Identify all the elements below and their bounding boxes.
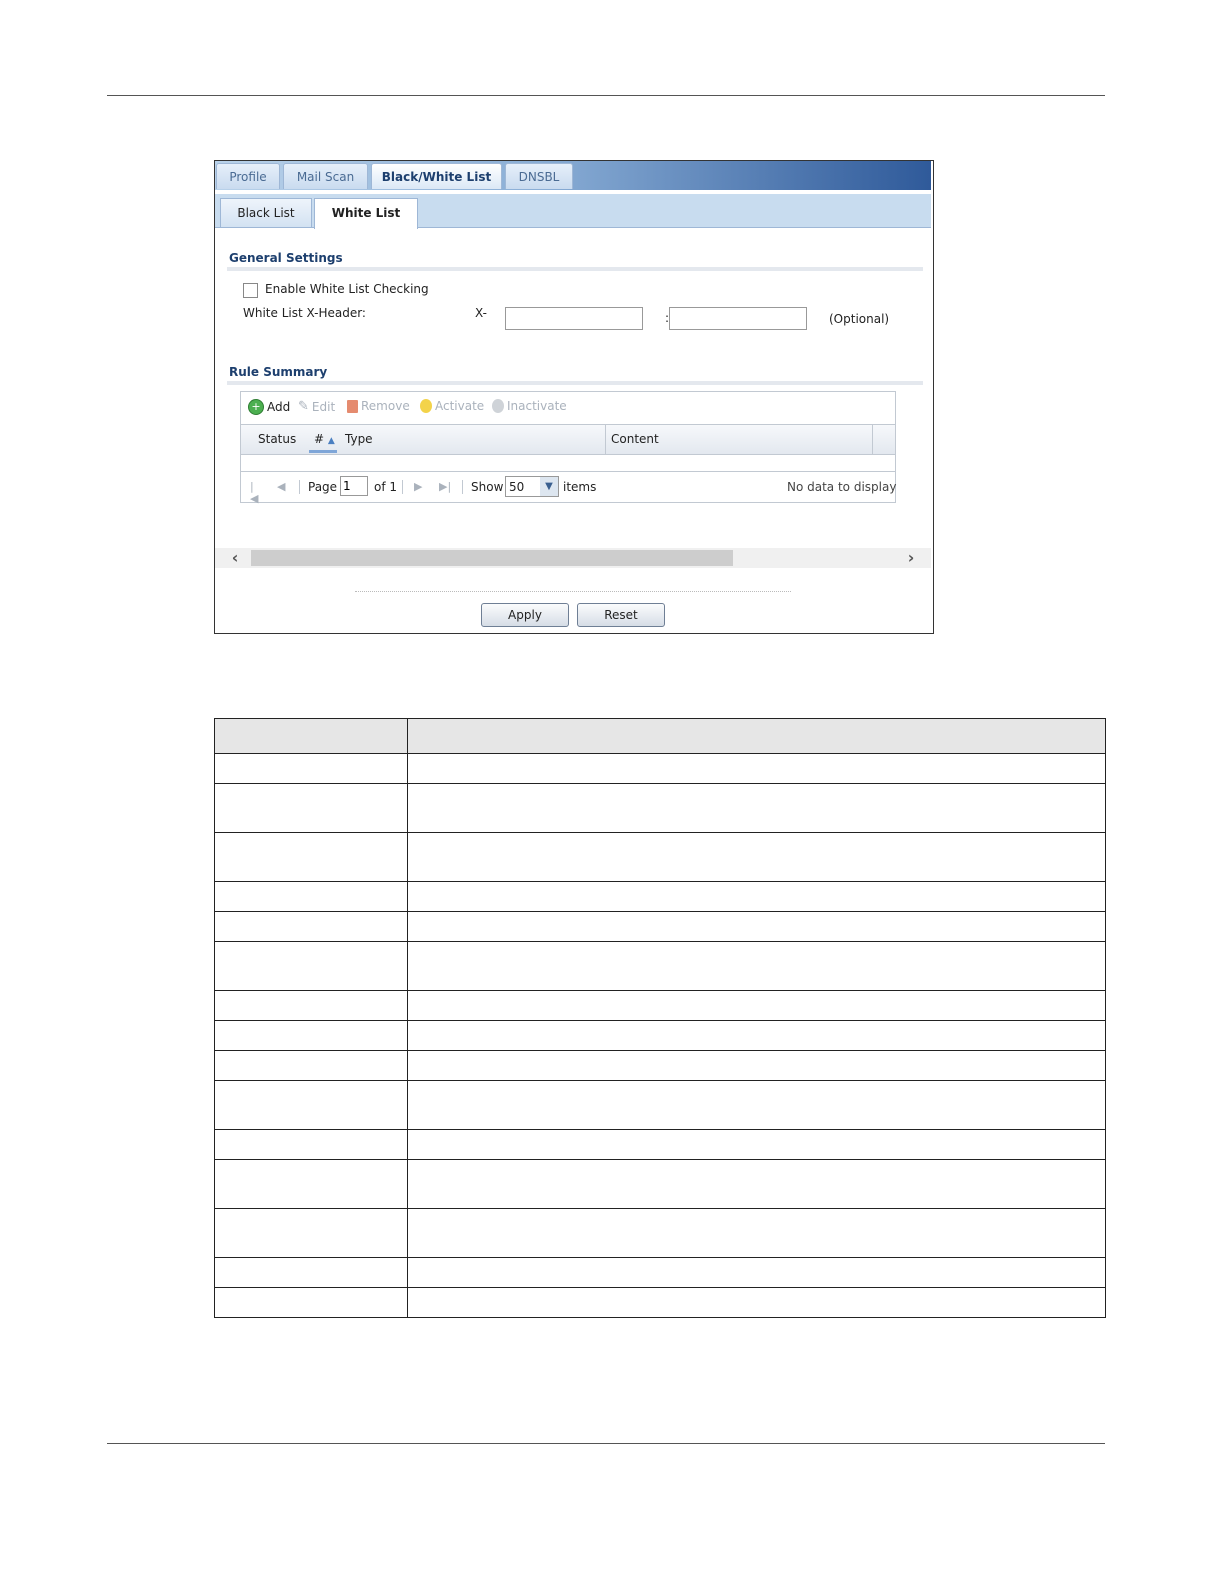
subtab-white-list[interactable]: White List <box>314 198 418 229</box>
remove-button[interactable] <box>347 399 410 413</box>
edit-icon: ✎ <box>298 399 309 414</box>
pager-separator <box>462 480 463 494</box>
reset-button[interactable]: Reset <box>577 603 665 627</box>
table-row <box>215 942 1106 991</box>
tab-black-white-list[interactable]: Black/White List <box>371 163 502 189</box>
table-row <box>215 1288 1106 1318</box>
column-divider <box>605 425 606 454</box>
table-header-row <box>215 719 1106 754</box>
last-page-icon[interactable]: ▶| <box>439 480 452 493</box>
sort-ascending-icon: ▲ <box>327 436 335 446</box>
remove-label: Remove <box>361 399 410 413</box>
grid-header <box>241 424 895 455</box>
scrollbar-thumb[interactable] <box>251 550 733 566</box>
table-row <box>215 1130 1106 1160</box>
add-button[interactable] <box>248 399 290 415</box>
inactivate-label: Inactivate <box>507 399 567 413</box>
empty-message: No data to display <box>787 480 897 494</box>
page-footer-rule <box>107 1443 1105 1444</box>
tab-profile[interactable]: Profile <box>216 163 280 189</box>
items-label: items <box>563 480 597 494</box>
apply-button[interactable]: Apply <box>481 603 569 627</box>
prev-page-icon[interactable]: ◀ <box>277 480 286 493</box>
bulb-on-icon <box>420 399 432 413</box>
sort-indicator <box>309 450 337 453</box>
enable-white-list-label: Enable White List Checking <box>265 282 429 296</box>
general-settings-divider <box>227 267 923 271</box>
rule-summary-grid <box>240 391 896 503</box>
general-settings-title: General Settings <box>229 251 343 265</box>
table-row <box>215 1081 1106 1130</box>
sub-tab-bar <box>215 194 931 228</box>
xheader-label: White List X-Header: <box>243 306 366 320</box>
page-number-input[interactable] <box>340 476 368 496</box>
table-row <box>215 912 1106 942</box>
tab-mail-scan[interactable]: Mail Scan <box>283 163 368 189</box>
table-row <box>215 991 1106 1021</box>
description-table <box>214 718 1106 1318</box>
edit-button[interactable] <box>298 399 335 414</box>
table-row <box>215 1051 1106 1081</box>
horizontal-scrollbar[interactable] <box>215 548 931 568</box>
activate-label: Activate <box>435 399 485 413</box>
x-prefix-label: X- <box>475 306 487 320</box>
page-header-rule <box>107 95 1105 96</box>
table-row <box>215 784 1106 833</box>
page-count-label: of 1 <box>374 480 398 494</box>
pager-separator <box>402 480 403 494</box>
scroll-right-icon[interactable]: › <box>907 548 915 567</box>
subtab-black-list[interactable]: Black List <box>220 198 312 227</box>
inactivate-button[interactable] <box>492 399 567 413</box>
table-row <box>215 1160 1106 1209</box>
page-label: Page <box>308 480 338 494</box>
header-cell-label <box>215 719 408 754</box>
column-divider-end <box>872 425 873 454</box>
page-size-value: 50 <box>509 480 525 494</box>
activate-button[interactable] <box>420 399 484 413</box>
next-page-icon[interactable]: ▶ <box>414 480 423 493</box>
bulb-off-icon <box>492 399 504 413</box>
add-label: Add <box>267 400 291 414</box>
scroll-left-icon[interactable]: ‹ <box>231 548 239 567</box>
add-icon: + <box>248 399 264 415</box>
rule-summary-divider <box>227 381 923 385</box>
grid-pager <box>241 471 897 505</box>
table-row <box>215 1021 1106 1051</box>
header-cell-description <box>408 719 1106 754</box>
table-row <box>215 833 1106 882</box>
table-row <box>215 882 1106 912</box>
optional-label: (Optional) <box>829 312 890 326</box>
pager-separator <box>299 480 300 494</box>
column-status[interactable]: Status <box>258 432 297 446</box>
edit-label: Edit <box>311 399 336 414</box>
tab-dnsbl[interactable]: DNSBL <box>505 163 573 189</box>
xheader-name-input[interactable] <box>505 307 643 330</box>
table-row <box>215 1258 1106 1288</box>
column-type[interactable]: Type <box>345 432 373 446</box>
button-divider <box>355 591 791 592</box>
column-content[interactable]: Content <box>611 432 659 446</box>
xheader-separator: : <box>665 311 670 325</box>
table-row <box>215 1209 1106 1258</box>
screenshot-panel <box>214 160 934 634</box>
xheader-value-input[interactable] <box>669 307 807 330</box>
column-number[interactable] <box>314 432 335 446</box>
show-label: Show <box>471 480 504 494</box>
main-tab-bar <box>215 161 931 190</box>
table-row <box>215 754 1106 784</box>
enable-white-list-checkbox[interactable] <box>243 283 258 298</box>
first-page-icon[interactable]: |◀ <box>250 480 259 505</box>
page-size-select[interactable] <box>505 476 559 497</box>
chevron-down-icon: ▼ <box>540 477 558 496</box>
trash-icon <box>347 400 358 413</box>
column-number-label: # <box>314 432 325 446</box>
rule-summary-title: Rule Summary <box>229 365 328 379</box>
